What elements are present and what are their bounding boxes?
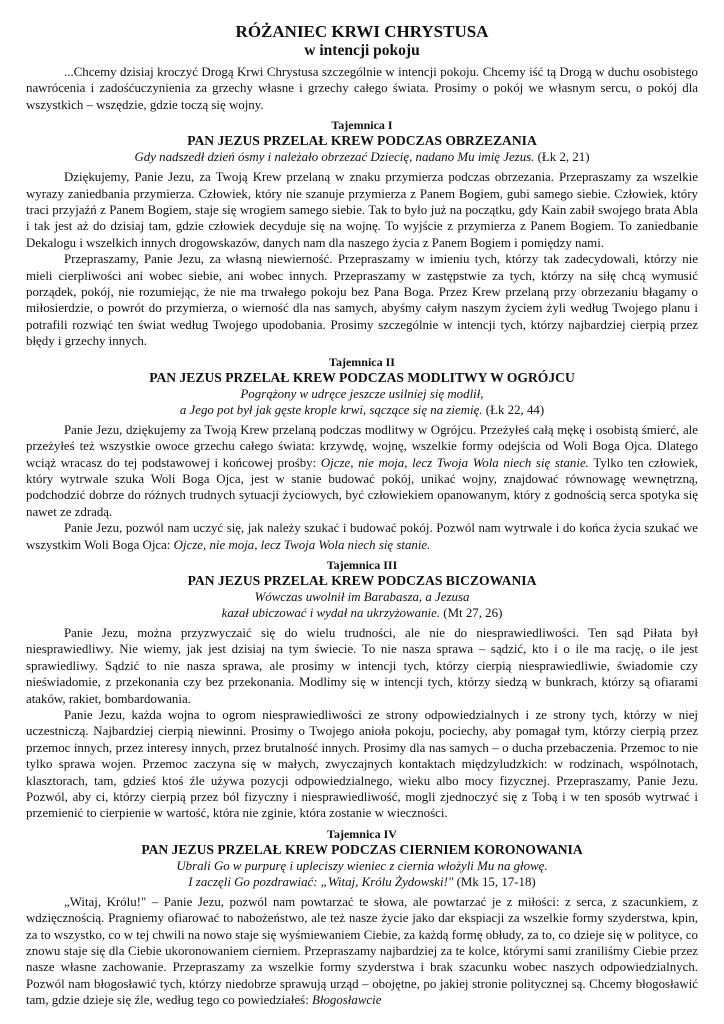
mystery-section (26, 355, 698, 553)
quote-line: Gdy nadszedł dzień ósmy i należało obrzezać Dziecię, nadano Mu imię Jezus. (Łk 2, 21) (134, 150, 590, 165)
body-paragraph: Panie Jezu, dziękujemy za Twoją Krew przelaną podczas modlitwy w Ogrójcu. Przeżyłeś całą mękę i osobistą śmierć, ale przeżyłeś też wszystkie owoce grzechu całego świata: krzywdę, wojnę, wszelkie formy odejścia od Woli Boga Ojca. Dlatego wciąż wracasz do tej podstawowej i końcowej prośby: Ojcze, nie moja, lecz Twoja Wola niech się stanie. Tylko ten człowiek, który wytrwale szuka Woli Boga Ojca, jest w stanie budować pokój, unikać wojny, znajdować równowagę wewnętrzną, podchodzić dobrze do różnych trudnych sytuacji życiowych, być człowiekiem opanowanym, który z godnością serca spotyka się nawet ze zdradą. (26, 422, 698, 519)
mystery-label: Tajemnica II (329, 354, 395, 369)
mysteries-container (26, 118, 698, 1008)
body-paragraph: Dziękujemy, Panie Jezu, za Twoją Krew przelaną w znaku przymierza podczas obrzezania. Przepraszamy za wszelkie wyrazy zaniedbania przymierza. Człowiek, który nie szanuje przymierza z Panem Bogiem, gubi samego siebie. Człowiek, który traci przyjaźń z Panem Bogiem, staje się wrogiem samego siebie. Tak to było już na początku, gdy Kain zabił swojego brata Abla i tak jest aż do dzisiaj tam, gdzie człowiek decyduje się na wojnę. To wyjście z przymierza z Panem Bogiem. To zaniedbanie Dekalogu i wszelkich innych drogowskazów, danych nam dla naszego życia z Panem Bogiem i pomiędzy nami. (26, 170, 698, 250)
mystery-label: Tajemnica IV (327, 826, 397, 841)
document-subtitle: w intencji pokoju (304, 42, 420, 59)
mystery-title: PAN JEZUS PRZELAŁ KREW PODCZAS OBRZEZANIA (187, 133, 537, 149)
mystery-label: Tajemnica III (326, 557, 398, 572)
quote-line: Ubrali Go w purpurę i upleciszy wieniec z ciernia włożyli Mu na głowę. (176, 858, 548, 873)
mystery-section (26, 118, 698, 349)
body-paragraph: „Witaj, Królu!" – Panie Jezu, pozwól nam powtarzać te słowa, ale powtarzać je z miłości: z serca, z szacunkiem, z wdzięcznością. Pragniemy ofiarować to nabożeństwo, ale też nasze życie jako dar ekspiacji za wszelkie formy szyderstwa, kpin, za to wszystko, co w tej chwili na nowo staje się wyśmiewaniem Ciebie, za każdą formę obłudy, za to, co dzieje się w polityce, co znowu staje się dla Ciebie ukoronowaniem cierniem. Przepraszamy najbardziej za te kolce, którymi sami zraniliśmy Ciebie przez nasze własne zachowanie. Przepraszamy za wszelkie formy szyderstwa i brak szacunku wobec naszych odpowiedzialnych. Pozwól nam błogosławić tych, którzy niedobrze sprawują urząd – obojętne, po jakiej stronie politycznej są. Chcemy błogosławić tam, gdzie dzieje się źle, według tego co powiedziałeś: Błogosławcie (26, 894, 698, 1008)
mystery-label: Tajemnica I (331, 118, 393, 133)
intro-paragraph: ...Chcemy dzisiaj kroczyć Drogą Krwi Chrystusa szczególnie w intencji pokoju. Chcemy iść tą Drogą w duchu osobistego nawrócenia i zadośćuczynienia za grzechy własne i grzechy całego świata. Prosimy o pokój we własnym sercu, o pokój dla wszystkich – wszędzie, gdzie toczą się wojny. (26, 65, 698, 112)
body-paragraph: Przepraszamy, Panie Jezu, za własną niewierność. Przepraszamy w imieniu tych, którzy tak zadecydowali, którzy nie mieli cierpliwości ani wobec siebie, ani wobec innych. Przepraszamy w zastępstwie za tych, którzy na siłę chcą wymusić porządek, pokój, nie rozumiejąc, że nie ma trwałego pokoju bez Pana Boga. Przez Krew przelaną przy obrzezaniu błagamy o miłosierdzie, o powrót do przymierza, o wierność dla nas samych, abyśmy całym naszym życiem żyli według Twojego planu i potrafili rozwiąć ten świat według Twojego upodobania. Prosimy szczególnie w intencji tych, którzy najbardziej cierpią przez błędy i grzechy innych. (26, 252, 698, 349)
body-paragraph: Panie Jezu, każda wojna to ogrom niesprawiedliwości ze strony odpowiedzialnych i ze strony tych, którzy w niej uczestniczą. Najbardziej cierpią niewinni. Prosimy o Twojego anioła pokoju, pociechy, aby pomagał tym, którzy cierpią przez przemoc innych, przez interesy innych, przez brutalność innych. Prosimy dla nas samych – o ducha przebaczenia. Przemoc to nie tylko sprawa wojen. Przemoc zaczyna się w małych, zwyczajnych kontaktach międzyludzkich: w rodzinach, wspólnotach, klasztorach, tam, gdzieś ktoś źle używa pozycji odpowiedzialnego, wieku albo mocy fizycznej. Przepraszamy, Panie Jezu. Pozwól, aby ci, którzy cierpią przez ból fizyczny i niesprawiedliwość, mogli zjednoczyć się z Tobą i w ten sposób wytrwać i przemienić to cierpienie w wartość, która nie zginie, która zostanie w wieczności. (26, 707, 698, 821)
quote-line: Pogrążony w udręce jeszcze usilniej się modlił, (240, 386, 484, 401)
quote-line: kazał ubiczować i wydał na ukrzyżowanie. (Mt 27, 26) (221, 605, 503, 620)
scripture-quote (26, 858, 698, 890)
document-title: RÓŻANIEC KRWI CHRYSTUSA (235, 22, 489, 41)
scripture-reference: (Łk 22, 44) (485, 402, 545, 417)
emphasis-text: Ojcze, nie moja, lecz Twoja Wola niech się stanie. (320, 455, 589, 470)
emphasis-text: Błogosławcie (312, 993, 382, 1008)
scripture-quote (26, 149, 698, 165)
quote-line: Wówczas uwolnił im Barabasza, a Jezusa (254, 589, 470, 604)
scripture-reference: (Mk 15, 17-18) (456, 874, 536, 889)
scripture-quote (26, 589, 698, 621)
body-paragraph: Panie Jezu, można przyzwyczaić się do wielu trudności, ale nie do niesprawiedliwości. Ten sąd Piłata był niesprawiedliwy. Nie wiemy, jak jest dzisiaj na tym świecie. To nie nasza sprawa – sądzić, kto i o ile ma rację, o ile jest sprawiedliwy. Sądzić to nie nasza sprawa, ale prosimy w intencji tych, którzy cierpią niesprawiedliwie, świadomie czy nieświadomie, z przekonania czy bez przekonania. Modlimy się w intencji tych, którzy siedzą w bunkrach, którzy są ofiarami ataków, rakiet, bombardowania. (26, 625, 698, 706)
mystery-title: PAN JEZUS PRZELAŁ KREW PODCZAS CIERNIEM KORONOWANIA (141, 841, 583, 857)
scripture-reference: (Łk 2, 21) (537, 150, 590, 165)
emphasis-text: Ojcze, nie moja, lecz Twoja Wola niech się stanie. (173, 537, 431, 552)
scripture-quote (26, 386, 698, 418)
mystery-section (26, 827, 698, 1009)
mystery-section (26, 558, 698, 822)
quote-line: a Jego pot był jak gęste krople krwi, sączące się na ziemię. (Łk 22, 44) (179, 402, 545, 417)
quote-line: I zaczęli Go pozdrawiać: „Witaj, Królu Żydowski!" (Mk 15, 17-18) (188, 874, 536, 889)
mystery-title: PAN JEZUS PRZELAŁ KREW PODCZAS BICZOWANIA (187, 572, 537, 588)
scripture-reference: (Mt 27, 26) (443, 605, 503, 620)
mystery-title: PAN JEZUS PRZELAŁ KREW PODCZAS MODLITWY W OGRÓJCU (149, 369, 575, 385)
body-paragraph: Panie Jezu, pozwól nam uczyć się, jak należy szukać i budować pokój. Pozwól nam wytrwale i do końca życia szukać we wszystkim Woli Boga Ojca: Ojcze, nie moja, lecz Twoja Wola niech się stanie. (26, 521, 698, 552)
